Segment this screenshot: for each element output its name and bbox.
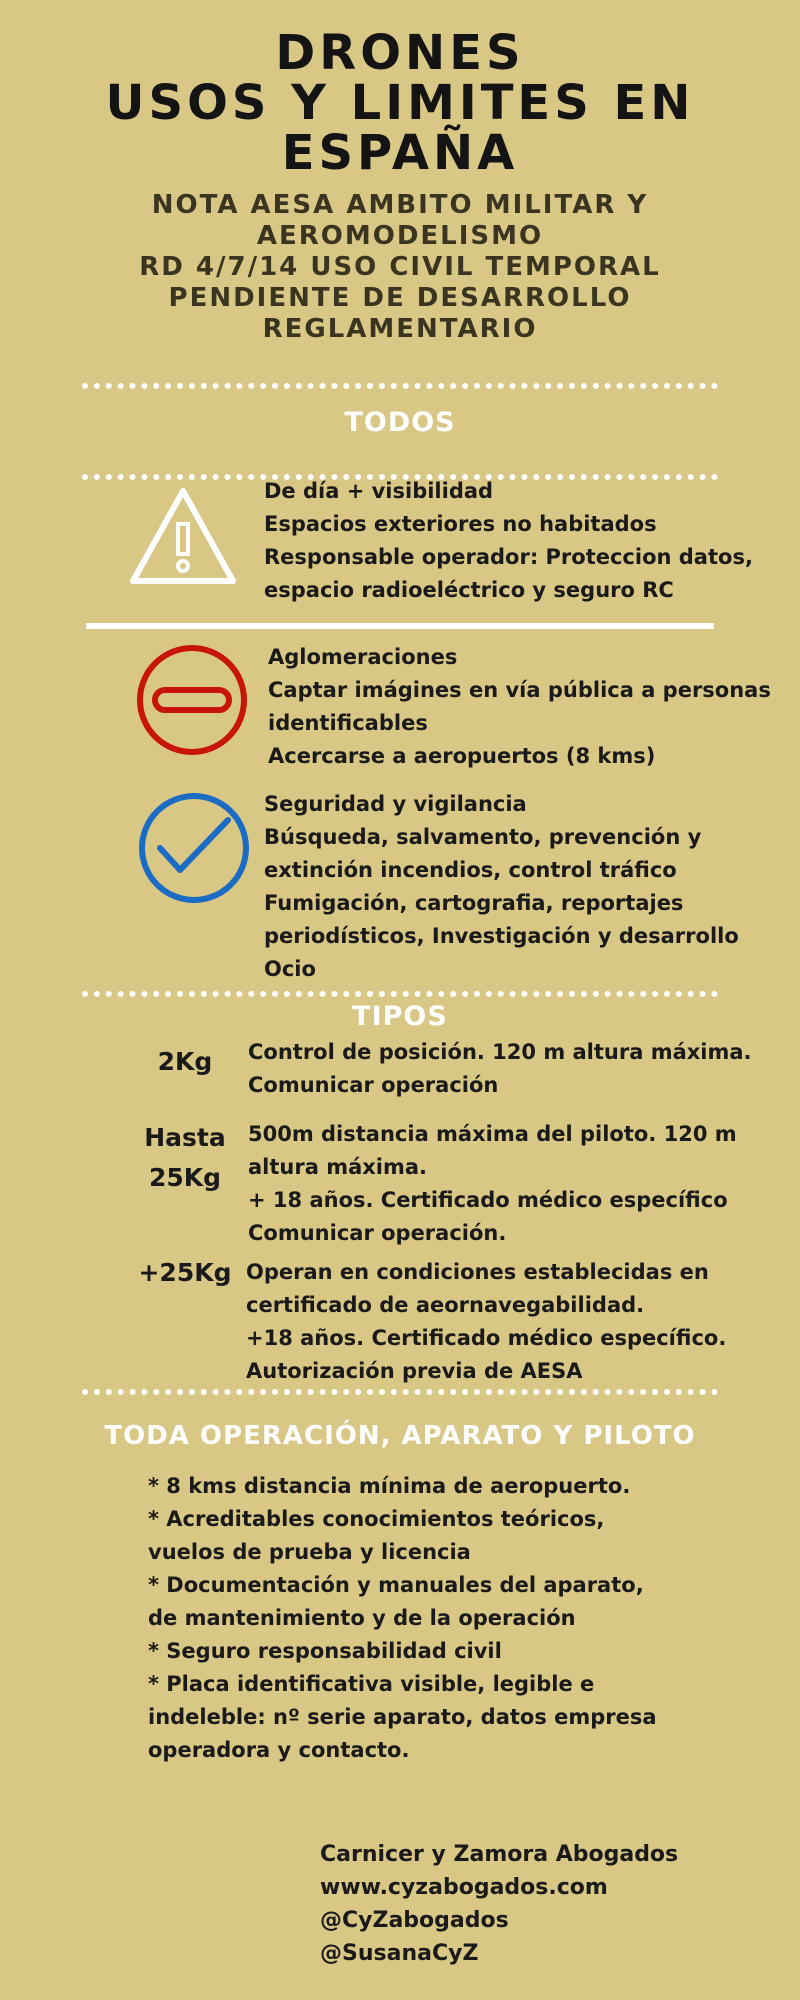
weight-text: +25Kg	[138, 1258, 232, 1287]
allowed-list	[264, 788, 739, 986]
list-item: * 8 kms distancia mínima de aeropuerto.	[148, 1474, 631, 1498]
footer-line: www.cyzabogados.com @CyZabogados	[320, 1875, 608, 1933]
list-item: + 18 años. Certificado médico específico	[248, 1188, 728, 1212]
subtitle-line: RD 4/7/14 USO CIVIL TEMPORAL	[139, 252, 661, 282]
weight-label	[130, 1118, 240, 1198]
prohibited-list	[268, 641, 771, 773]
dotted-divider	[82, 991, 718, 997]
title-line: DRONES	[275, 25, 525, 81]
no-entry-icon	[134, 642, 250, 758]
footer-line: @SusanaCyZ	[320, 1941, 479, 1966]
list-item: Autorización previa de AESA	[246, 1359, 583, 1383]
list-item: de mantenimiento y de la operación	[148, 1606, 576, 1630]
weight-text: Hasta	[144, 1123, 226, 1152]
list-item: altura máxima.	[248, 1155, 428, 1179]
footer-line: Carnicer y Zamora Abogados	[320, 1842, 679, 1867]
list-item: Captar imágines en vía pública a personas	[268, 678, 771, 702]
todos-list	[264, 475, 753, 607]
list-item: Comunicar operación	[248, 1073, 499, 1097]
list-item: identificables	[268, 711, 428, 735]
list-item: espacio radioeléctrico y seguro RC	[264, 578, 674, 602]
list-item: Búsqueda, salvamento, prevención y	[264, 825, 702, 849]
checkmark-circle-icon	[136, 790, 252, 906]
solid-divider	[86, 623, 714, 629]
tipo-description	[248, 1036, 752, 1102]
list-item: indeleble: nº serie aparato, datos empresa	[148, 1705, 657, 1729]
list-item: extinción incendios, control tráfico	[264, 858, 677, 882]
subtitle-line: PENDIENTE DE DESARROLLO	[168, 283, 632, 313]
tipo-description	[248, 1118, 737, 1250]
title-line: ESPAÑA	[281, 125, 519, 181]
list-item: * Acreditables conocimientos teóricos,	[148, 1507, 605, 1531]
weight-label	[130, 1042, 240, 1082]
list-item: Ocio	[264, 957, 316, 981]
list-item: 500m distancia máxima del piloto. 120 m	[248, 1122, 737, 1146]
list-item: Aglomeraciones	[268, 645, 458, 669]
dotted-divider	[82, 383, 718, 389]
title-line: USOS Y LIMITES EN	[105, 75, 695, 131]
list-item: De día + visibilidad	[264, 479, 494, 503]
list-item: +18 años. Certificado médico específico.	[246, 1326, 727, 1350]
list-item: Control de posición. 120 m altura máxima.	[248, 1040, 752, 1064]
list-item: * Seguro responsabilidad civil	[148, 1639, 502, 1663]
subtitle-line: REGLAMENTARIO	[262, 314, 538, 344]
list-item: certificado de aeornavegabilidad.	[246, 1293, 645, 1317]
list-item: operadora y contacto.	[148, 1738, 410, 1762]
weight-label	[130, 1253, 240, 1293]
section-heading-tipos: TIPOS	[352, 1001, 448, 1032]
list-item: Responsable operador: Proteccion datos,	[264, 545, 753, 569]
list-item: periodísticos, Investigación y desarrollo	[264, 924, 739, 948]
weight-text: 25Kg	[148, 1163, 222, 1192]
list-item: Acercarse a aeropuertos (8 kms)	[268, 744, 656, 768]
section-heading-todos: TODOS	[344, 407, 456, 438]
list-item: * Placa identificativa visible, legible e	[148, 1672, 595, 1696]
tipo-description	[246, 1256, 726, 1388]
page-subtitle	[0, 190, 800, 345]
list-item: Comunicar operación.	[248, 1221, 507, 1245]
list-item: Seguridad y vigilancia	[264, 792, 527, 816]
general-list	[148, 1470, 657, 1767]
footer-credits	[320, 1838, 800, 1970]
warning-triangle-icon	[128, 486, 238, 586]
subtitle-line: NOTA AESA AMBITO MILITAR Y	[151, 190, 649, 220]
list-item: Fumigación, cartografia, reportajes	[264, 891, 684, 915]
list-item: Espacios exteriores no habitados	[264, 512, 657, 536]
section-heading-general: TODA OPERACIÓN, APARATO Y PILOTO	[104, 1421, 696, 1451]
dotted-divider	[82, 1389, 718, 1395]
list-item: Operan en condiciones establecidas en	[246, 1260, 709, 1284]
list-item: vuelos de prueba y licencia	[148, 1540, 471, 1564]
page-title	[0, 25, 800, 181]
weight-text: 2Kg	[157, 1047, 213, 1076]
subtitle-line: AEROMODELISMO	[256, 221, 544, 251]
list-item: * Documentación y manuales del aparato,	[148, 1573, 644, 1597]
